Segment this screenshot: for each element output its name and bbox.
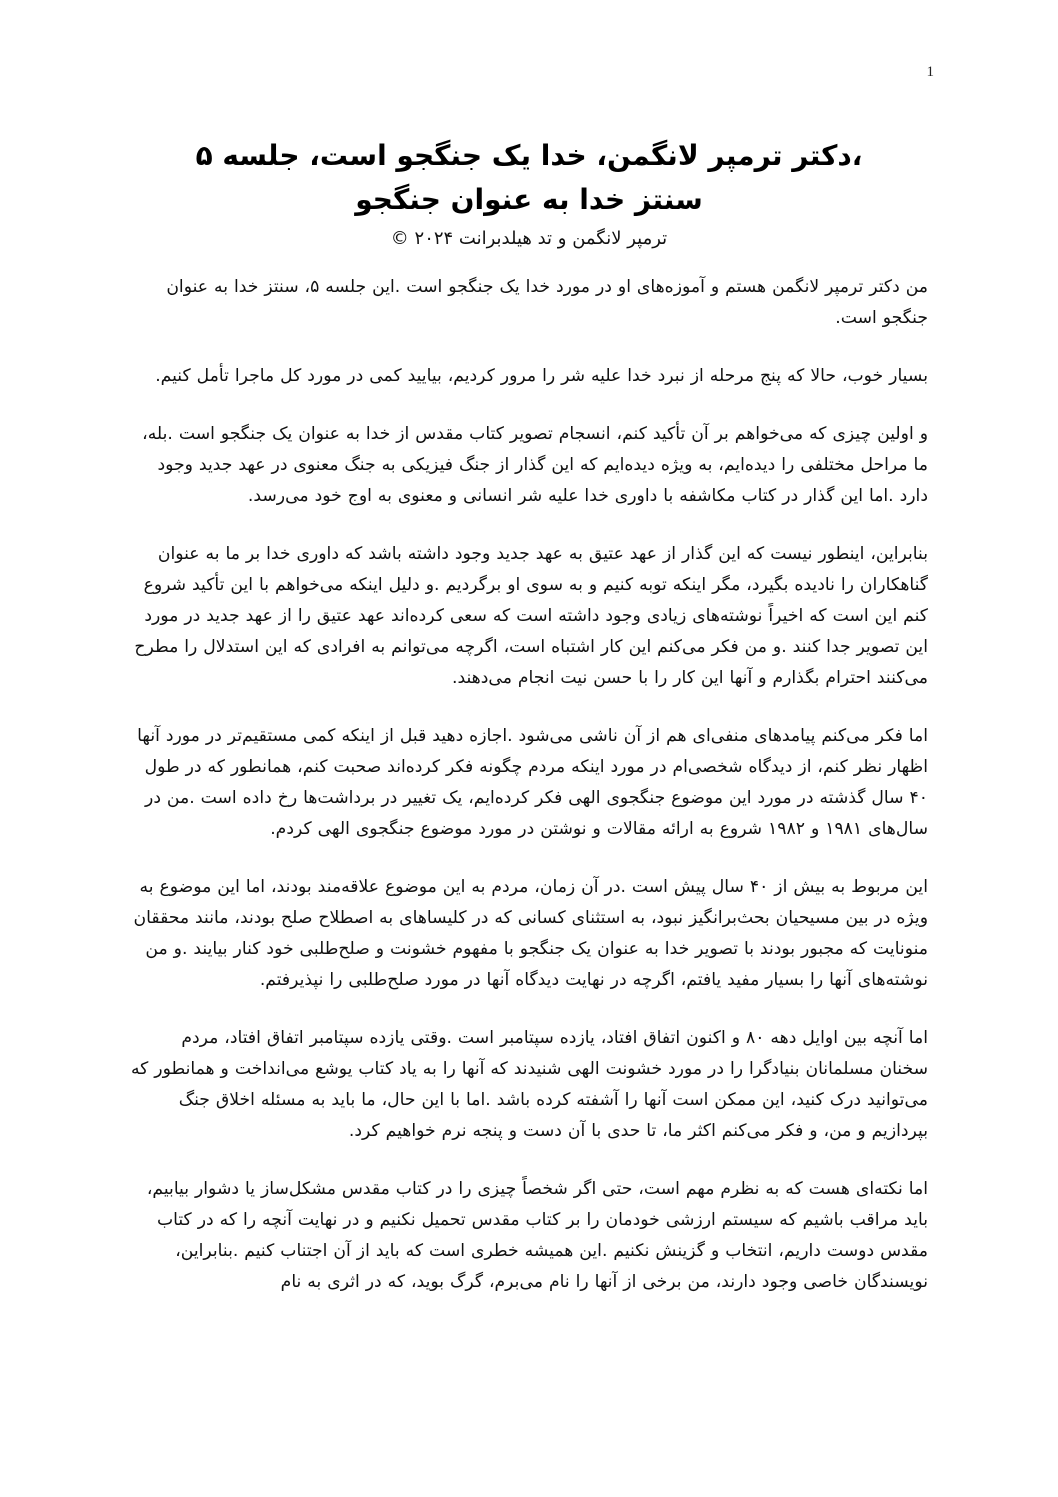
title-line-1: ،دکتر ترمپر لانگمن، خدا یک جنگجو است، جلسه ۵	[195, 139, 863, 172]
page-number: 1	[926, 64, 934, 80]
paragraph: اما نکته‌ای هست که به نظرم مهم است، حتی اگر شخصاً چیزی را در کتاب مقدس مشکل‌ساز یا دشوار بیابیم، باید مراقب باشیم که سیستم ارزشی خودمان را بر کتاب مقدس تحمیل نکنیم و در نهایت آنچه را که در کتاب مقدس دوست داریم، انتخاب و گزینش نکنیم .این همیشه خطری است که باید از آن اجتناب کنیم .بنابراین، نویسندگان خاصی وجود دارند، من برخی از آنها را نام می‌برم، گرگ بوید، که در اثری به نام	[146, 1179, 928, 1292]
document-header	[120, 134, 938, 252]
paragraph: اما فکر می‌کنم پیامدهای منفی‌ای هم از آن ناشی می‌شود .اجازه دهید قبل از اینکه کمی مستقیم‌تر در مورد آنها اظهار نظر کنم، از دیدگاه شخصی‌ام در مورد اینکه مردم چگونه فکر کرده‌اند صحبت کنم، همانطور که در طول ۴۰ سال گذشته در مورد این موضوع جنگجوی الهی فکر کرده‌ایم، یک تغییر در برداشت‌ها رخ داده است .من در سال‌های ۱۹۸۱ و ۱۹۸۲ شروع به ارائه مقالات و نوشتن در مورد موضوع جنگجوی الهی کردم.	[137, 726, 928, 839]
title-line-2: سنتز خدا به عنوان جنگجو	[355, 183, 703, 216]
document-body	[128, 272, 928, 1325]
paragraph: این مربوط به بیش از ۴۰ سال پیش است .در آن زمان، مردم به این موضوع علاقه‌مند بودند، اما این موضوع به ویژه در بین مسیحیان بحث‌برانگیز نبود، به استثنای کسانی که در کلیساهای به اصطلاح صلح بودند، مانند محققان منونایت که مجبور بودند با تصویر خدا به عنوان یک جنگجو با مفهوم خشونت و صلح‌طلبی خود کنار بیایند .و من نوشته‌های آنها را بسیار مفید یافتم، اگرچه در نهایت دیدگاه آنها در مورد صلح‌طلبی را نپذیرفتم.	[133, 877, 928, 990]
paragraph: بسیار خوب، حالا که پنج مرحله از نبرد خدا علیه شر را مرور کردیم، بیایید کمی در مورد کل ماجرا تأمل کنیم.	[155, 366, 928, 386]
paragraph: بنابراین، اینطور نیست که این گذار از عهد عتیق به عهد جدید وجود داشته باشد که داوری خدا بر ما به عنوان گناهکاران را نادیده بگیرد، مگر اینکه توبه کنیم و به سوی او برگردیم .و دلیل اینکه می‌خواهم با این تأکید شروع کنم این است که اخیراً نوشته‌های زیادی وجود داشته است که سعی کرده‌اند عهد عتیق را از عهد جدید در مورد این تصویر جدا کنند .و من فکر می‌کنم این کار اشتباه است، اگرچه می‌توانم به افرادی که این استدلال را مطرح می‌کنند احترام بگذارم و آنها این کار را با حسن نیت انجام می‌دهند.	[134, 544, 928, 688]
byline: ترمپر لانگمن و تد هیلدبرانت ۲۰۲۴ ©	[390, 228, 668, 249]
paragraph: اما آنچه بین اوایل دهه ۸۰ و اکنون اتفاق افتاد، یازده سپتامبر است .وقتی یازده سپتامبر اتفاق افتاد، مردم سخنان مسلمانان بنیادگرا را در مورد خشونت الهی شنیدند که آنها را به یاد کتاب یوشع می‌انداخت و همانطور که می‌توانید درک کنید، این ممکن است آنها را آشفته کرده باشد .اما با این حال، ما باید به مسئله اخلاق جنگ بپردازیم و من، و فکر می‌کنم اکثر ما، تا حدی با آن دست و پنجه نرم خواهیم کرد.	[130, 1028, 928, 1141]
paragraph: و اولین چیزی که می‌خواهم بر آن تأکید کنم، انسجام تصویر کتاب مقدس از خدا به عنوان یک جنگجو است .بله، ما مراحل مختلفی را دیده‌ایم، به ویژه دیده‌ایم که این گذار از جنگ فیزیکی به جنگ معنوی در عهد جدید وجود دارد .اما این گذار در کتاب مکاشفه با داوری خدا علیه شر انسانی و معنوی به اوج خود می‌رسد.	[142, 424, 928, 506]
paragraph: من دکتر ترمپر لانگمن هستم و آموزه‌های او در مورد خدا یک جنگجو است .این جلسه ۵، سنتز خدا به عنوان جنگجو است.	[166, 277, 928, 328]
